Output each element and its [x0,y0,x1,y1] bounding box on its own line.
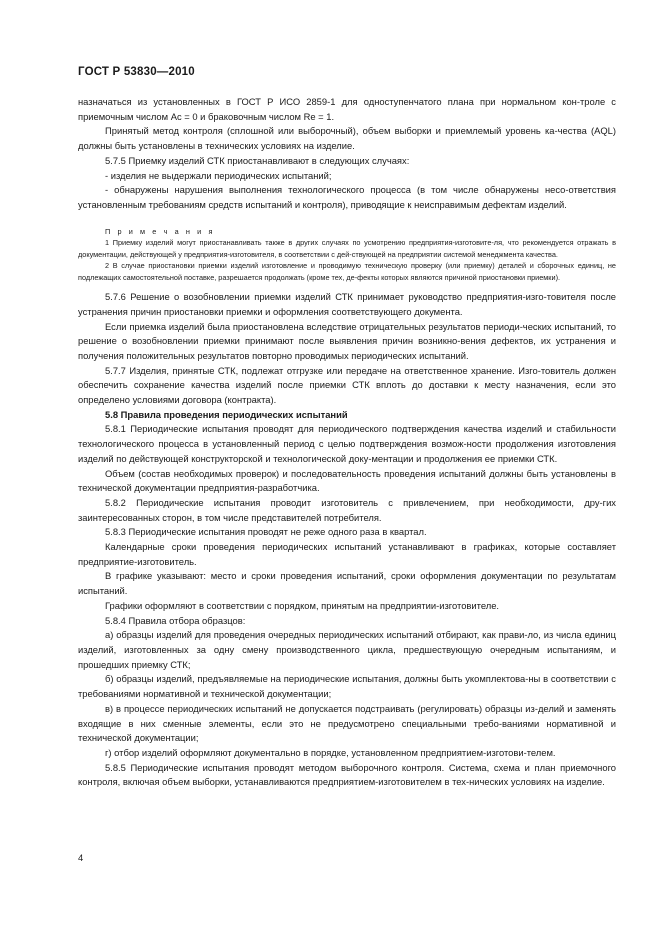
page-number: 4 [78,852,84,863]
clause-5-8-4: 5.8.4 Правила отбора образцов: [105,614,246,626]
notes-heading: П р и м е ч а н и я [105,226,216,236]
clause-5-8-3: 5.8.3 Периодические испытания проводят не реже одного раза в квартал. [105,526,427,538]
list-item: - изделия не выдержали периодических испытаний; [105,169,332,181]
list-item: б) образцы изделий, предъявляемые на периодические испытания, должны быть укомплектова-ны в соответствии с требованиями нормативной и технической документации; [78,673,616,700]
note-1: 1 Приемку изделий могут приостанавливать также в других случаях по усмотрению предприятия-изготовите-ля, что рекомендуется отражать в документации, действующей у предприятия-изготовителя, в соответствии с дей-ствующей на предприятии системой менеджмента качества. [78,238,616,259]
document-body [78,95,616,790]
list-item: - обнаружены нарушения выполнения технологического процесса (в том числе обнаружены несо-ответствия установленным требованиям средств испытаний и контроля), приводящие к неисправимым дефектам изделий. [78,184,616,210]
clause-5-7-5: 5.7.5 Приемку изделий СТК приостанавливают в следующих случаях: [105,154,410,166]
paragraph: назначаться из установленных в ГОСТ Р ИСО 2859-1 для одноступенчатого плана при нормальном кон-троле с приемочным числом Ас = 0 и браковочным числом Re = 1. [78,96,616,122]
clause-5-7-7: 5.7.7 Изделия, принятые СТК, подлежат отгрузке или передаче на ответственное хранение. Изго-товитель должен обеспечить сохранение качества изделий после приемки СТК вплоть до доставки к месту назначения, если это определено условиями договора (контракта). [78,364,616,406]
clause-5-7-6: 5.7.6 Решение о возобновлении приемки изделий СТК принимает руководство предприятия-изго-товителя после устранения причин приостановки приемки и оформления соответствующего документа. [78,291,616,317]
list-item: в) в процессе периодических испытаний не допускается подстраивать (регулировать) образцы из-делий и заменять входящие в них сменные элементы, если это не предусмотрено специальными требо-ваниями нормативной и технической документации; [78,702,616,744]
clause-5-8-2: 5.8.2 Периодические испытания проводит изготовитель с привлечением, при необходимости, дру-гих заинтересованных сторон, в том числе представителей потребителя. [78,496,616,523]
paragraph: Календарные сроки проведения периодических испытаний устанавливают в графиках, которые составляет предприятие-изготовитель. [78,541,616,567]
note-2: 2 В случае приостановки приемки изделий изготовление и проводимую техническую проверку (или приемку) деталей и сборочных единиц, не подлежащих самостоятельной поставке, разрешается продолжать (кроме тех, де-фекты которых являются причиной приостановки приемки). [78,261,616,282]
paragraph: Если приемка изделий была приостановлена вследствие отрицательных результатов периоди-ческих испытаний, то решение о возобновлении приемки принимают после выявления причин возникно-вения дефектов, их устранения и получения положительных результатов повторно проводимых периодических испытаний. [78,320,616,361]
section-heading: 5.8 Правила проведения периодических испытаний [105,408,348,420]
paragraph: Объем (состав необходимых проверок) и последовательность проведения испытаний должны быть установлены в технической документации предприятия-разработчика. [78,467,616,494]
paragraph: В графике указывают: место и сроки проведения испытаний, сроки оформления документации по результатам испытаний. [78,570,616,597]
clause-5-8-5: 5.8.5 Периодические испытания проводят методом выборочного контроля. Система, схема и план приемочного контроля, включая объем выборки, устанавливаются предприятием-изготовителем в тех-нических условиях на изделие. [78,761,616,788]
standard-header: ГОСТ Р 53830—2010 [78,66,195,78]
list-item: а) образцы изделий для проведения очередных периодических испытаний отбирают, как прави-ло, из числа единиц изделий, изготовленных за одну смену производственного цикла, предшествующую очередным испытаниям, и прошедших приемку СТК; [78,629,616,670]
paragraph: Графики оформляют в соответствии с порядком, принятым на предприятии-изготовителе. [105,599,500,611]
list-item: г) отбор изделий оформляют документально в порядке, установленном предприятием-изготови-телем. [105,746,556,758]
clause-5-8-1: 5.8.1 Периодические испытания проводят для периодического подтверждения качества изделий и стабильности технологического процесса в установленный период с целью подтверждения возмож-ности продолжения изготовления изделий по действующей конструкторской и технологической доку-ментации и продолжения ее приемки СТК. [78,423,616,464]
paragraph: Принятый метод контроля (сплошной или выборочный), объем выборки и приемлемый уровень ка-чества (AQL) должны быть установлены в технических условиях на изделие. [78,125,616,152]
